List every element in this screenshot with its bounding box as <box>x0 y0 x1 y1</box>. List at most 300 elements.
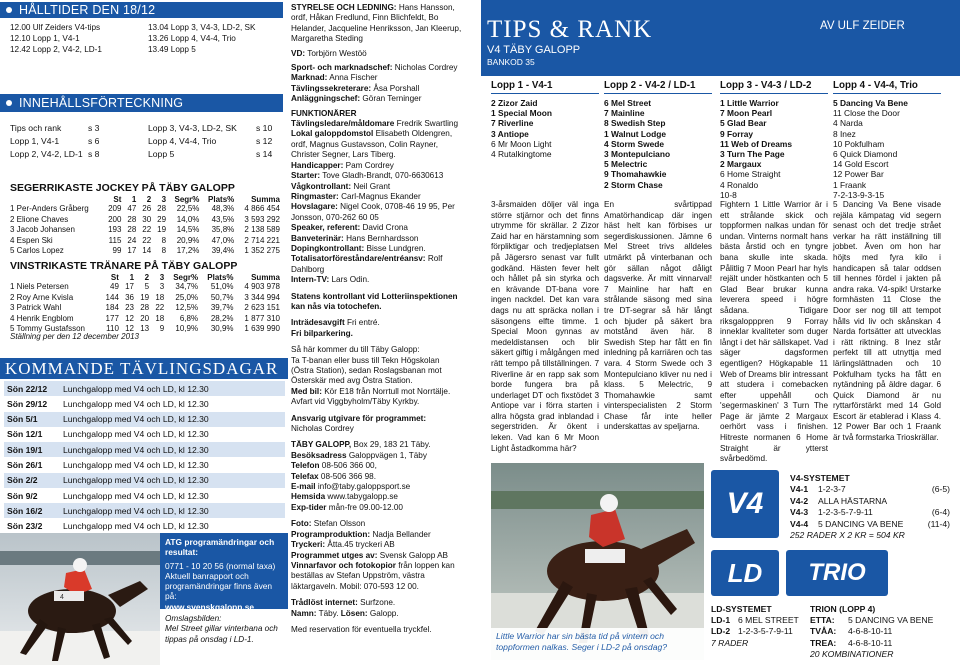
hall-time: 13.49 Lopp 5 <box>148 45 196 54</box>
table-row <box>8 303 282 314</box>
info-label: Vågkontrollant: <box>291 181 352 191</box>
schedule-row <box>4 519 285 534</box>
bullet-icon <box>6 100 12 106</box>
system-cell: V4-1 <box>790 484 809 495</box>
wifi <box>291 609 463 619</box>
system-row <box>810 626 958 637</box>
info-value: Anna Fischer <box>329 73 378 83</box>
schedule-date: Sön 2/2 <box>7 475 38 486</box>
kommer-h: Så här kommer du till Täby Galopp: <box>291 345 420 355</box>
table-row <box>8 246 282 257</box>
rank-item: 5 Glad Bear <box>720 118 767 129</box>
rank-item: 1 Walnut Lodge <box>604 128 667 139</box>
v4-title: V4-SYSTEMET <box>790 473 850 483</box>
info-label: Banveterinär: <box>291 233 344 243</box>
info-value: Bisse Lundgren. <box>366 243 426 253</box>
cell: 28 <box>157 204 167 213</box>
lopp-text: 5 Dancing Va Bene visade rejäla kämpatag vid segern senast och det tredje strået verkar ha rätt inställning till jobbet. Även om hon har höjts med fyra kilo i handicapen så talar oddsen till hennes fördel i jakten på andra raka. V4-spik! Urstarke formhästen 11 Close the Door ser nog till att tempot hålls vid liv och skånskan 4 Narda fortsätter att utvecklas i rätt riktning. 8 Inez står perfekt till att utnyttja med lärlingslättnaden och 10 Pokfulham tycks ha fått en nytändning på äldre dagar. 6 Quick Diamond är nu ryttarförstärkt med 14 Gold Escort är etablerad i Klass 4. 12 Power Bar och 1 Fraank är två formstarka Trioskrällar. <box>833 200 941 443</box>
rank-item: 2 Storm Chase <box>604 179 663 190</box>
jockey-table <box>8 195 282 257</box>
cell: 28,2% <box>210 313 234 323</box>
v4-logo <box>711 470 779 538</box>
info-value: Åsa Porshall <box>373 83 420 93</box>
col-header: Summa <box>251 195 280 204</box>
cell: 35,8% <box>211 225 235 235</box>
svg-text:4: 4 <box>60 594 64 601</box>
system-cell: (6-5) <box>931 484 950 495</box>
cell: 10,9% <box>175 324 199 334</box>
info-entry <box>291 63 463 73</box>
info-label: VD: <box>291 48 306 58</box>
trad-value: Surfzone. <box>360 598 396 608</box>
rank-item: 6 Quick Diamond <box>833 149 898 160</box>
schedule-date: Sön 22/12 <box>7 383 48 394</box>
col-header: 3 <box>159 273 165 282</box>
jockey-title: SEGERRIKASTE JOCKEY PÅ TÄBY GALOPP <box>10 182 235 194</box>
rank-item: 1 Fraank <box>833 179 867 190</box>
schedule-text: Lunchgalopp med V4 och LD, kl 12.30 <box>63 475 209 486</box>
trainer-title: VINSTRIKASTE TRÄNARE PÅ TÄBY GALOPP <box>10 260 238 272</box>
info-entry <box>291 129 463 160</box>
col-header: 3 <box>161 195 167 204</box>
lopp-header: Lopp 1 - V4-1 <box>491 80 553 91</box>
info-entry <box>291 171 463 181</box>
namn-label: Namn: <box>291 608 317 618</box>
info-label: Lokal galoppdomstol <box>291 129 374 139</box>
lopp-header: Lopp 4 - V4-4, Trio <box>833 80 918 91</box>
system-cell: TVÅA: <box>810 626 837 637</box>
schedule-row <box>4 458 285 473</box>
cell: 22 <box>142 235 152 245</box>
trad-label: Trådlöst internet: <box>291 598 358 608</box>
jockey-header-row <box>8 195 282 204</box>
email-label: E-mail <box>291 482 316 492</box>
toc-page: s 8 <box>88 149 100 159</box>
info-label: FUNKTIONÄRER <box>291 108 357 118</box>
atg-url[interactable]: www.svenskgalopp.se <box>165 601 255 612</box>
table-row <box>8 225 282 236</box>
info-column <box>291 3 463 635</box>
schedule-text: Lunchgalopp med V4 och LD, kl 12.30 <box>63 460 209 470</box>
cell: 184 <box>105 303 119 313</box>
info-label: Intern-TV: <box>291 275 330 285</box>
col-header: Segr% <box>174 195 200 204</box>
cell: 43,5% <box>211 214 235 224</box>
cell: 14,5% <box>176 225 200 235</box>
rank-item: 14 Gold Escort <box>833 159 889 170</box>
tel-label: Telefon <box>291 461 320 471</box>
table-row <box>8 204 282 215</box>
info-entry <box>291 275 463 285</box>
rank-item: 10 Pokfulham <box>833 138 885 149</box>
system-cell: (11-4) <box>927 518 950 529</box>
col-header: Summa <box>251 273 280 282</box>
info-value: Lars Odin. <box>331 275 370 285</box>
ulf-zeider: AV ULF ZEIDER <box>820 20 905 32</box>
table-row <box>8 236 282 247</box>
toc-header <box>0 94 283 112</box>
system-cell: 5 DANCING VA BENE <box>848 615 934 626</box>
system-cell: 4-6-8-10-11 <box>848 637 893 648</box>
col-header: St <box>113 195 122 204</box>
ld-logo <box>711 550 779 596</box>
toc-item: Lopp 2, V4-2, LD-1 <box>10 149 83 159</box>
info-entry <box>291 49 463 59</box>
schedule-row <box>4 473 285 488</box>
cell: 30,9% <box>210 324 234 334</box>
rank-item: 7 Riverline <box>491 118 534 129</box>
system-cell: LD-2 <box>711 626 731 637</box>
rank-item: 7-2-13-9-3-15 <box>833 189 885 200</box>
ld-rows <box>711 615 806 637</box>
cell: 26 <box>142 204 152 213</box>
telefon <box>291 461 463 471</box>
system-cell: 4-6-8-10-11 <box>848 626 893 637</box>
cell: 28 <box>127 214 137 224</box>
rank-item: 10-8 <box>720 189 737 200</box>
system-cell: 6 MEL STREET <box>738 615 799 626</box>
toc-item: Lopp 4, V4-4, Trio <box>148 136 217 146</box>
lopp-header: Lopp 2 - V4-2 / LD-1 <box>604 80 696 91</box>
schedule-row <box>4 442 285 457</box>
tryck-label: Tryckeri: <box>291 540 326 550</box>
cell: 48,3% <box>211 204 235 213</box>
cell: 209 <box>108 204 122 213</box>
toc-row <box>10 135 280 148</box>
ansvarig-t: Nicholas Cordrey <box>291 424 354 434</box>
tryck-value: Åtta.45 tryckeri AB <box>327 540 395 550</box>
cell: 1 352 275 <box>244 246 280 256</box>
cell: 22,5% <box>176 204 200 213</box>
rank-item: 6 Mel Street <box>604 98 652 108</box>
schedule-row <box>4 427 285 442</box>
cell: 3 593 292 <box>244 214 280 224</box>
info-label: Totalisatorföreståndare/entréansv: <box>291 254 426 264</box>
exp-value: mån-fre 09.00-12.00 <box>328 502 403 512</box>
cell: 1 639 990 <box>244 324 280 334</box>
schedule-text: Lunchgalopp med V4 och LD, kl 12.30 <box>63 505 209 516</box>
cell: 28 <box>127 225 137 235</box>
rank-item: 11 Web of Dreams <box>720 138 792 149</box>
cell: 4 903 978 <box>244 282 280 291</box>
cell: 177 <box>105 313 119 323</box>
trainer-header-row <box>8 273 282 282</box>
cell: 19 <box>157 225 167 235</box>
lopp-ranking <box>604 98 712 190</box>
system-cell: V4-2 <box>790 495 809 506</box>
schedule-date: Sön 23/2 <box>7 521 43 532</box>
hall-time: 12.00 Ulf Zeiders V4-tips <box>10 23 101 32</box>
reservation: Med reservation för eventuella tryckfel. <box>291 624 432 634</box>
cell: 8 <box>161 246 167 256</box>
cell: 50,7% <box>210 292 234 302</box>
cell: 4 866 454 <box>244 204 280 213</box>
info-value: Hans Hansson, ordf, Håkan Fredlund, Finn Blichfeldt, Bo Helander, Jacqueline Henriksson, Jan Kleerup, Margaretha Steding <box>291 3 462 44</box>
statens-note <box>291 292 463 313</box>
cell: 34,7% <box>175 282 199 291</box>
rank-item: 8 Inez <box>833 128 856 139</box>
cell: 5 <box>144 282 150 291</box>
cell: 5 Tommy Gustafsson <box>10 324 85 334</box>
email-value[interactable]: info@taby.galoppsport.se <box>317 482 411 492</box>
atg-text: Aktuell banrapport och programändringar finns även på: <box>165 570 273 602</box>
info-value: Carl-Magnus Ekander <box>341 191 421 201</box>
cell: 2 Elione Chaves <box>10 214 69 224</box>
rank-item: 4 Storm Swede <box>604 138 665 149</box>
cell: 18 <box>155 292 165 302</box>
system-cell: 5 DANCING VA BENE <box>818 518 904 529</box>
info-label: Dopingkontrollant: <box>291 243 365 253</box>
atg-title: ATG programändringar och resultat: <box>165 537 275 558</box>
toc-title: INNEHÅLLSFÖRTECKNING <box>19 96 184 110</box>
prog <box>291 530 463 540</box>
besok <box>291 451 463 461</box>
info-label: Handicapper: <box>291 160 344 170</box>
system-row <box>711 626 806 637</box>
table-row <box>8 282 282 293</box>
hem-value[interactable]: www.tabygalopp.se <box>327 492 398 502</box>
cell: 25,0% <box>175 292 199 302</box>
rank-item: 7 Moon Pearl <box>720 108 773 119</box>
cell: 17 <box>127 246 137 256</box>
vinnare-value: från loppen kan beställas av Stefan Uppström, västra läktargaveln. Mobil: 070-593 12 00. <box>291 560 455 591</box>
cell: 115 <box>108 235 122 245</box>
schedule-row <box>4 503 285 518</box>
hemsida <box>291 492 463 502</box>
info-value: Rolf Dahlborg <box>291 254 443 274</box>
cell: 36 <box>125 292 135 302</box>
info-entry <box>291 94 463 104</box>
cell: 3 <box>159 282 165 291</box>
schedule-text: Lunchgalopp med V4 och LD, kl 12.30 <box>63 414 209 425</box>
rank-item: 3 Antiope <box>491 128 529 139</box>
info-label: Marknad: <box>291 73 328 83</box>
toc-row <box>10 148 280 161</box>
lopp-divider <box>833 93 941 94</box>
parkering: Fri bilparkering. <box>291 328 353 338</box>
losen-label: Lösen: <box>340 608 368 618</box>
hall-title: HÅLLTIDER DEN 18/12 <box>19 3 156 17</box>
bankod: BANKOD 35 <box>487 57 535 67</box>
vinnare-label: Vinnarfavor och fotokopior <box>291 560 396 570</box>
cell: 24 <box>127 235 137 245</box>
cell: 14 <box>142 246 152 256</box>
toc-list <box>10 122 280 161</box>
cell: 5 Carlos Lopez <box>10 246 64 256</box>
trio-rows <box>810 615 958 649</box>
cell: 99 <box>112 246 122 256</box>
cell: 17 <box>125 282 135 291</box>
system-cell: ALLA HÄSTARNA <box>818 495 888 506</box>
exp-label: Exp-tider <box>291 502 327 512</box>
schedule-row <box>4 396 285 411</box>
col-header: 1 <box>129 273 135 282</box>
v4-logo-text: V4 <box>726 487 764 520</box>
lopp-divider <box>604 93 712 94</box>
lopp-divider <box>491 93 599 94</box>
cell: 2 623 151 <box>244 303 280 313</box>
cell: 110 <box>106 324 119 334</box>
cell: 20,9% <box>176 235 200 245</box>
besok-label: Besöksadress <box>291 450 347 460</box>
cell: 1 Per-Anders Gråberg <box>10 204 89 213</box>
cell: 8 <box>161 235 167 245</box>
system-cell: V4-3 <box>790 507 809 518</box>
schedule-date: Sön 26/1 <box>7 460 43 470</box>
taby-label: TÄBY GALOPP, <box>291 440 352 450</box>
lopp-ranking <box>833 98 941 200</box>
atg-phone: 0771 - 10 20 56 (normal taxa) <box>165 560 276 571</box>
rank-item: 1 Special Moon <box>491 108 552 119</box>
system-cell: 1-2-3-5-7-9-11 <box>818 507 873 518</box>
prog-value: Nadja Bellander <box>372 529 431 539</box>
hall-time: 12.10 Lopp 1, V4-1 <box>10 34 80 43</box>
taby-address <box>291 440 463 450</box>
info-label: STYRELSE OCH LEDNING: <box>291 3 397 12</box>
cell: 1 877 310 <box>244 313 280 323</box>
rank-item: 6 Home Straight <box>720 169 781 180</box>
tel-value: 08-506 366 00, <box>321 461 377 471</box>
toc-item: Lopp 5 <box>148 149 175 159</box>
info-entry <box>291 192 463 202</box>
email <box>291 482 463 492</box>
utges-value: Svensk Galopp AB <box>379 550 449 560</box>
info-blocks <box>291 3 463 286</box>
info-entry <box>291 223 463 233</box>
table-row <box>8 215 282 226</box>
info-entry <box>291 161 463 171</box>
cell: 47,0% <box>211 235 235 245</box>
trio-logo <box>786 550 888 596</box>
info-entry <box>291 84 463 94</box>
system-cell: ETTA: <box>810 615 835 626</box>
foto-label: Foto: <box>291 519 312 529</box>
rank-item: 4 Rutalkingtome <box>491 149 552 160</box>
info-entry <box>291 244 463 254</box>
cell: 39,4% <box>211 246 235 256</box>
cell: 3 344 994 <box>244 292 280 302</box>
hall-left <box>10 22 145 55</box>
info-value: Pam Cordrey <box>345 160 394 170</box>
exptider <box>291 503 463 513</box>
lopp-text: En svårtippad Amatörhandicap där ingen häst helt kan förbises ur segerdiskussionen. Jämne 6 Mel Street trivs alldeles utmärkt på vinterbanan och gör sällan något dåligt dagsverke. Är mitt vinnarval! 7 Mainline har haft en strålande säsong med sina tre DT-segrar så här långt och bjuder på säkert bra motstånd även här. 8 Swedish Step har fått en fin inledning på karriären och tas vara. 4 Storm Swede och 3 Montepulciano kliver nu ned i klass. 5 Melectric, 9 Thomahawkie samt vinterspecialisten 2 Storm Chase får inte heller underskattas av speljarna. <box>604 200 712 432</box>
rank-item: 2 Zizor Zaid <box>491 98 538 108</box>
schedule-row <box>4 488 285 503</box>
rank-item: 12 Power Bar <box>833 169 884 180</box>
trio-komb: 20 KOMBINATIONER <box>810 648 894 659</box>
col-header: 1 <box>131 195 137 204</box>
vinnare <box>291 561 463 592</box>
table-row <box>8 314 282 325</box>
cell: 2 714 221 <box>244 235 280 245</box>
info-value: Göran Terninger <box>362 94 422 104</box>
trio-logo-text: TRIO <box>808 559 866 586</box>
info-entry <box>291 254 463 275</box>
rank-item: 9 Thomahawkie <box>604 169 667 180</box>
utges-label: Programmet utges av: <box>291 550 378 560</box>
tips-title: TIPS & RANK <box>487 16 653 43</box>
rank-item: 2 Margaux <box>720 159 762 170</box>
system-cell: V4-4 <box>790 518 809 529</box>
rank-item: 7 Mainline <box>604 108 645 119</box>
cell: 13 <box>140 324 150 334</box>
medbil-label: Med bil: <box>291 386 322 396</box>
schedule-date: Sön 19/1 <box>7 444 43 455</box>
cell: 193 <box>108 225 122 235</box>
tips-sub: V4 TÄBY GALOPP <box>487 44 581 56</box>
schedule-date: Sön 12/1 <box>7 429 43 440</box>
atg-box <box>160 533 288 612</box>
cell: 14,0% <box>176 214 200 224</box>
cell: 9 <box>159 324 165 334</box>
cell: 20 <box>140 313 150 323</box>
bullet-icon <box>6 7 12 13</box>
hall-time: 13.26 Lopp 4, V4-4, Trio <box>148 34 236 43</box>
tryck <box>291 540 463 550</box>
cell: 49 <box>110 282 119 291</box>
cell: 23 <box>125 303 135 313</box>
cell: 12 <box>125 324 135 334</box>
schedule-date: Sön 29/12 <box>7 398 48 409</box>
col-header: 2 <box>146 195 152 204</box>
cell: 2 138 589 <box>244 225 280 235</box>
info-value: Neil Grant <box>353 181 391 191</box>
statens-text: Statens kontrollant vid Lotteriinspektionen kan nås via totochefen. <box>291 291 458 311</box>
fax-label: Telefax <box>291 471 319 481</box>
rank-item: 11 Close the Door <box>833 108 900 119</box>
info-label: Speaker, referent: <box>291 223 361 233</box>
schedule-text: Lunchgalopp med V4 och LD, kl 12.30 <box>63 398 209 409</box>
info-value: Fredrik Swartling <box>396 119 459 129</box>
rank-item: 1 Little Warrior <box>720 98 779 108</box>
cell: 22 <box>142 225 152 235</box>
schedule-row <box>4 412 285 427</box>
rank-item: 5 Melectric <box>604 159 648 170</box>
lopp-text: 3-årsmaiden döljer väl inga större stjärnor och det finns utrymme för skrällar. 2 Zizor Zaid har en härstamning som förpliktigar och tredjeplatsen på Jägersro senast var fullt godkänd. Hästen fever helt och hållet på sin styrka och en krävande DT-bana vore ingen nackdel. Det kan vara dags nu att spräcka nollan i säsongens elfte timme. 1 Special Moon gynnas av medeldistansen och blir säkert giftig i målgången med rätt tempo på tillställningen. 7 Riverline är en rapp sak som borde fungera bra på underlaget DT och fixstödet 3 Antiope var i förra starten i allra högsta grad inblandad i segerstriden. Är ökent i leken. Vad kan 6 Mr Moon Light åstadkomma här? <box>491 200 599 453</box>
info-label: Tävlingssekreterare: <box>291 83 372 93</box>
info-entry <box>291 119 463 129</box>
cell: 39,7% <box>210 303 234 313</box>
system-cell: 1-2-3-5-7-9-11 <box>738 626 793 637</box>
trainer-table <box>8 273 282 335</box>
medbil <box>291 387 463 408</box>
info-entry <box>291 3 463 45</box>
toc-page: s 14 <box>256 149 273 159</box>
rank-item: 9 Forray <box>720 128 754 139</box>
system-cell: TREA: <box>810 637 837 648</box>
rank-item: 3 Montepulciano <box>604 149 671 160</box>
system-row <box>790 484 958 495</box>
namn-value: Täby. <box>318 608 339 618</box>
cell: 200 <box>108 214 122 224</box>
info-value: Tove Gladh-Brandt, 070-6630613 <box>322 171 444 181</box>
trio-title: TRION (LOPP 4) <box>810 604 876 614</box>
info-entry <box>291 109 463 119</box>
cell: 144 <box>105 292 119 302</box>
system-row <box>711 615 806 626</box>
schedule-text: Lunchgalopp med V4 och LD, kl 12.30 <box>63 490 209 501</box>
col-header: St <box>110 273 119 282</box>
foto-value: Stefan Olsson <box>313 519 366 529</box>
col-header: Plats% <box>208 195 235 204</box>
fax-value: 08-506 366 98. <box>320 471 376 481</box>
toc-item: Lopp 3, V4-3, LD-2, SK <box>148 123 237 133</box>
info-label: Hovslagare: <box>291 202 338 212</box>
cell: 17,2% <box>176 246 200 256</box>
cell: 1 Niels Petersen <box>10 282 69 291</box>
system-row <box>810 638 958 649</box>
kommande-title: KOMMANDE TÄVLINGSDAGAR <box>5 358 279 378</box>
